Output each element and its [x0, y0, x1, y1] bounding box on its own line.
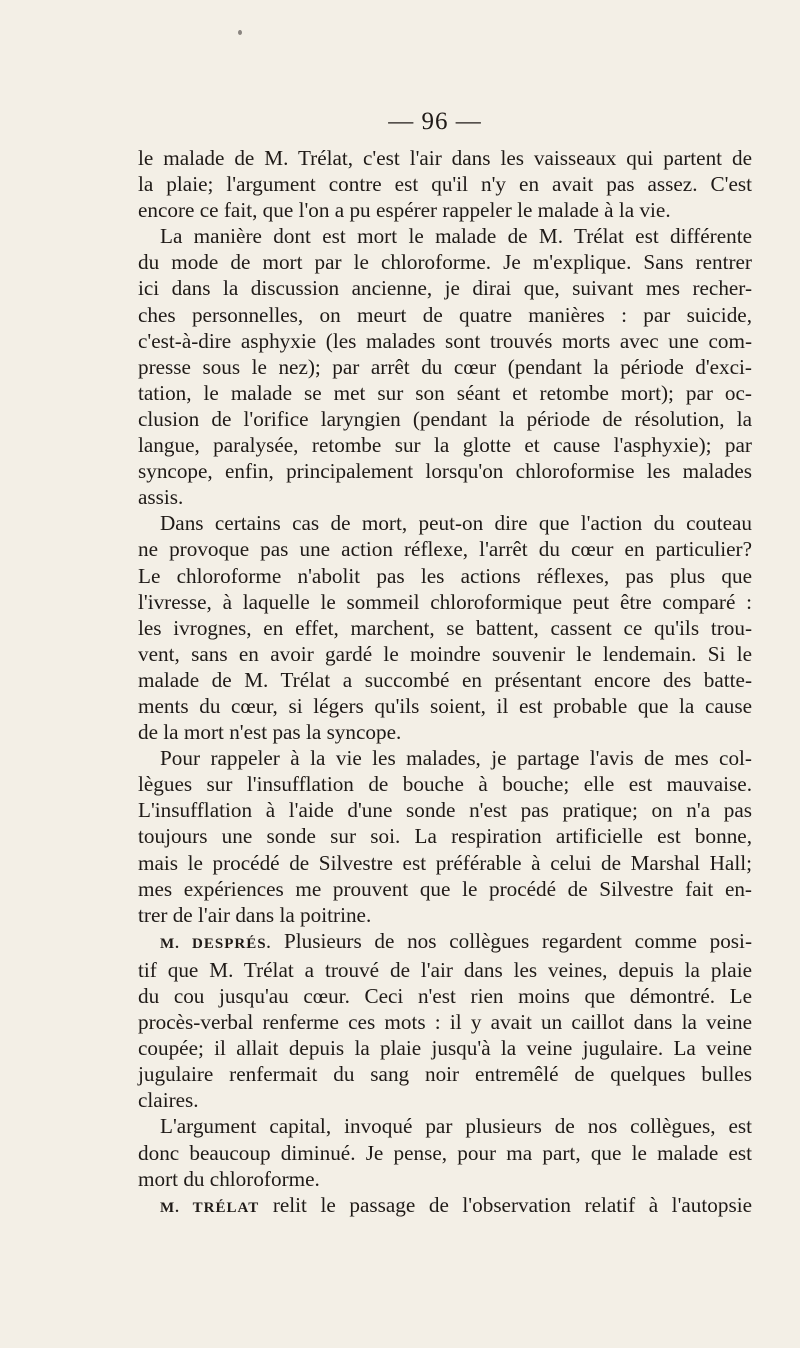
line-text: assis. — [138, 485, 184, 510]
text-line — [138, 432, 752, 458]
text-line — [138, 693, 752, 719]
line-text: tif que M. Trélat a trouvé de l'air dans les veines, depuis la plaie — [138, 957, 752, 982]
line-text: L'argument capital, invoqué par plusieurs de nos collègues, est — [160, 1114, 752, 1139]
text-line — [138, 1087, 752, 1113]
body-text — [138, 145, 752, 1221]
line-text: ne provoque pas une action réflexe, l'arrêt du cœur en particulier? — [138, 537, 752, 562]
text-line — [138, 771, 752, 797]
line-text: encore ce fait, que l'on a pu espérer rappeler le malade à la vie. — [138, 198, 671, 223]
text-line — [138, 1140, 752, 1166]
text-line — [138, 171, 752, 197]
line-text: la plaie; l'argument contre est qu'il n'y en avait pas assez. C'est — [138, 172, 752, 197]
text-line — [138, 249, 752, 275]
line-text: donc beaucoup diminué. Je pense, pour ma part, que le malade est — [138, 1140, 752, 1165]
page-number: — 96 — — [388, 108, 482, 135]
text-line — [138, 850, 752, 876]
text-line — [138, 667, 752, 693]
line-text: syncope, enfin, principalement lorsqu'on chloroformise les malades — [138, 459, 752, 484]
line-text: les ivrognes, en effet, marchent, se battent, cassent ce qu'ils trou- — [138, 615, 752, 640]
line-text: clusion de l'orifice laryngien (pendant la période de résolution, la — [138, 406, 752, 431]
line-text: lègues sur l'insufflation de bouche à bouche; elle est mauvaise. — [138, 772, 752, 797]
text-line — [138, 484, 752, 510]
text-line — [138, 406, 752, 432]
text-line — [138, 1009, 752, 1035]
line-text: presse sous le nez); par arrêt du cœur (pendant la période d'exci- — [138, 354, 752, 379]
line-text: ici dans la discussion ancienne, je dirai que, suivant mes recher- — [138, 276, 752, 301]
line-text: langue, paralysée, retombe sur la glotte et cause l'asphyxie); par — [138, 433, 752, 458]
text-line — [138, 928, 752, 957]
line-text: malade de M. Trélat a succombé en présentant encore des batte- — [138, 667, 752, 692]
paper-speck — [238, 30, 242, 35]
text-line — [138, 957, 752, 983]
line-text: le malade de M. Trélat, c'est l'air dans les vaisseaux qui partent de — [138, 146, 752, 170]
text-line — [138, 458, 752, 484]
text-line — [138, 354, 752, 380]
text-line — [138, 145, 752, 171]
line-text: toujours une sonde sur soi. La respiration artificielle est bonne, — [138, 824, 752, 849]
text-line — [138, 223, 752, 249]
text-line — [138, 536, 752, 562]
text-line — [138, 197, 752, 223]
line-text: l'ivresse, à laquelle le sommeil chloroformique peut être comparé : — [138, 589, 752, 614]
text-line — [138, 302, 752, 328]
text-line — [138, 510, 752, 536]
line-text: claires. — [138, 1088, 199, 1113]
text-line — [138, 823, 752, 849]
text-line — [138, 589, 752, 615]
text-line — [138, 275, 752, 301]
line-text: trer de l'air dans la poitrine. — [138, 902, 372, 927]
line-text: Plusieurs de nos collègues regardent comme posi- — [284, 928, 752, 953]
text-line — [138, 1035, 752, 1061]
line-text: procès-verbal renferme ces mots : il y avait un caillot dans la veine — [138, 1010, 752, 1035]
text-line — [138, 1166, 752, 1192]
text-line — [138, 876, 752, 902]
text-line — [138, 380, 752, 406]
line-text: relit le passage de l'observation relatif à l'autopsie — [272, 1192, 752, 1217]
text-line — [138, 563, 752, 589]
text-line — [138, 328, 752, 354]
line-text: mes expériences me prouvent que le procédé de Silvestre fait en- — [138, 876, 752, 901]
line-text: Pour rappeler à la vie les malades, je partage l'avis de mes col- — [160, 746, 752, 771]
line-text: ches personnelles, on meurt de quatre manières : par suicide, — [138, 302, 752, 327]
text-line — [138, 615, 752, 641]
text-line — [138, 1113, 752, 1139]
speaker-name: M. DESPRÉS. — [160, 935, 272, 952]
line-text: Le chloroforme n'abolit pas les actions réflexes, pas plus que — [138, 563, 752, 588]
line-text: du cou jusqu'au cœur. Ceci n'est rien moins que démontré. Le — [138, 984, 752, 1008]
line-text: Dans certains cas de mort, peut-on dire que l'action du couteau — [160, 511, 752, 536]
line-text: c'est-à-dire asphyxie (les malades sont trouvés morts avec une com- — [138, 328, 752, 353]
line-text: vent, sans en avoir gardé le moindre souvenir le lendemain. Si le — [138, 641, 752, 666]
text-line — [138, 641, 752, 667]
text-line — [138, 1061, 752, 1087]
text-line — [138, 797, 752, 823]
text-line — [138, 983, 752, 1009]
line-text: du mode de mort par le chloroforme. Je m'explique. Sans rentrer — [138, 250, 752, 275]
line-text: ments du cœur, si légers qu'ils soient, il est probable que la cause — [138, 693, 752, 718]
text-line — [138, 719, 752, 745]
line-text: mais le procédé de Silvestre est préférable à celui de Marshal Hall; — [138, 850, 752, 875]
line-text: tation, le malade se met sur son séant et retombe mort); par oc- — [138, 380, 752, 405]
speaker-name: M. TRÉLAT — [160, 1199, 260, 1216]
text-line — [138, 745, 752, 771]
text-line — [138, 902, 752, 928]
line-text: L'insufflation à l'aide d'une sonde n'est pas pratique; on n'a pas — [138, 798, 752, 823]
line-text: jugulaire renfermait du sang noir entremêlé de quelques bulles — [138, 1062, 752, 1087]
line-text: de la mort n'est pas la syncope. — [138, 720, 402, 745]
text-line — [138, 1192, 752, 1221]
line-text: coupée; il allait depuis la plaie jusqu'à la veine jugulaire. La veine — [138, 1036, 752, 1061]
line-text: La manière dont est mort le malade de M. Trélat est différente — [160, 224, 752, 249]
line-text: mort du chloroforme. — [138, 1166, 320, 1191]
